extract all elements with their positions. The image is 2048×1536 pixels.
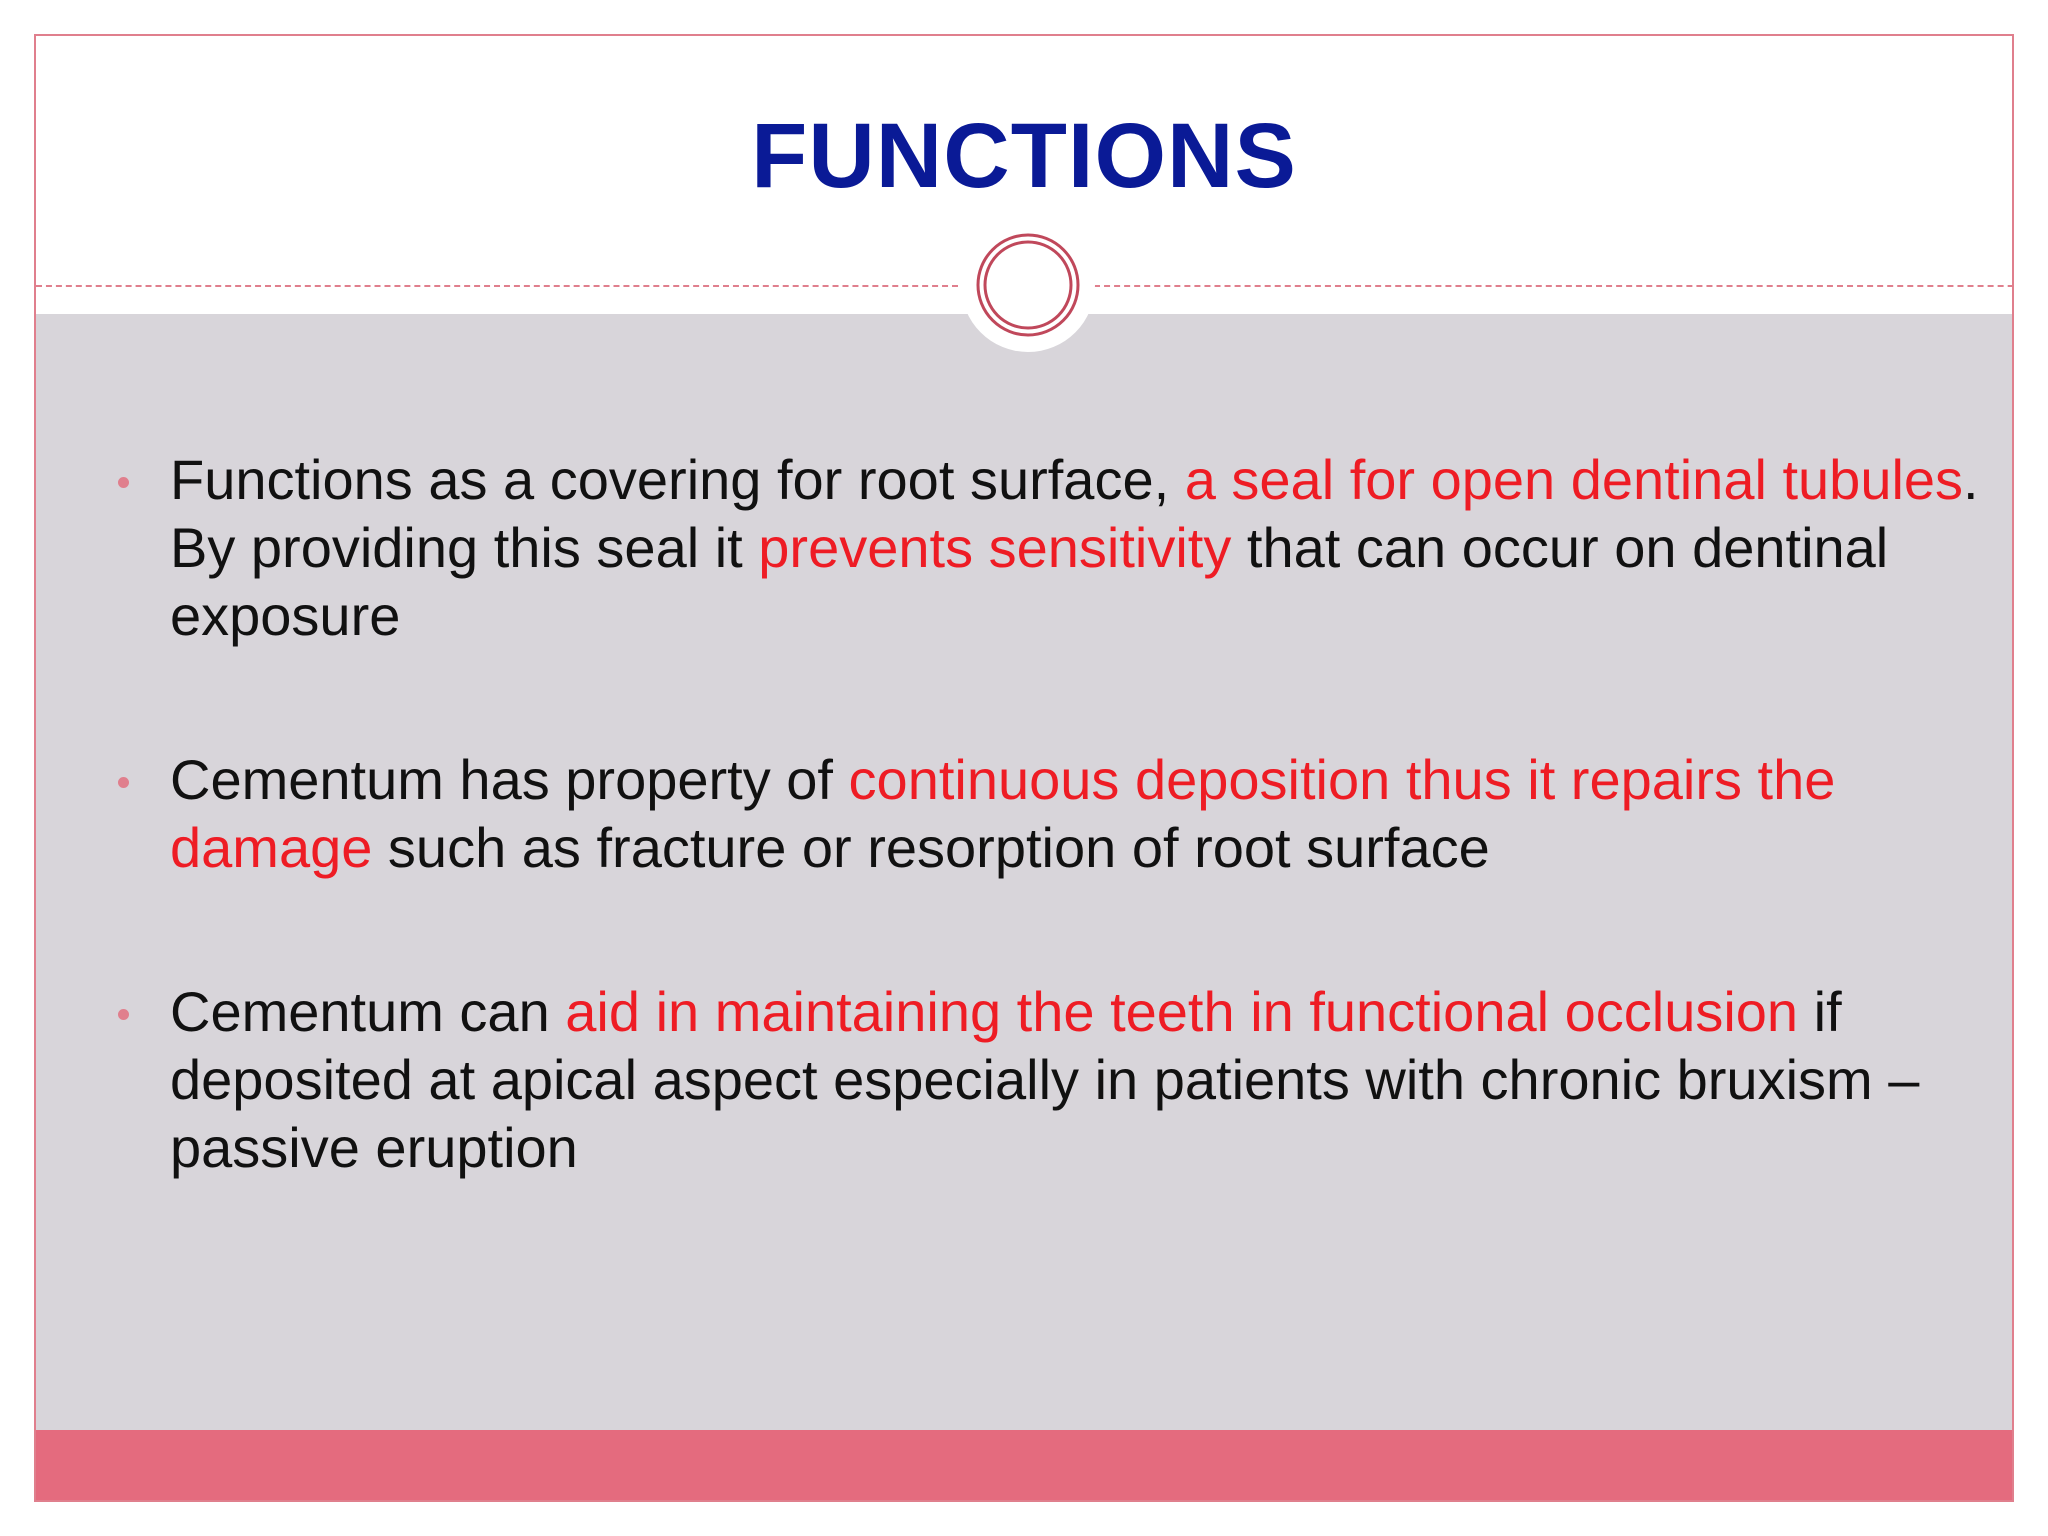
slide-title: FUNCTIONS: [751, 105, 1297, 207]
bullet-3-text-b: if deposited at apical aspect especially in patients with chronic bruxism – passive eruption: [170, 980, 1920, 1179]
bullet-1-highlight-b: prevents sensitivity: [758, 516, 1232, 579]
bullet-dot-icon: [118, 1009, 129, 1020]
bullet-text-1: [170, 446, 2000, 650]
ornament-svg: [961, 218, 1095, 352]
bullet-1-text-b: . By providing this seal it: [170, 448, 1979, 579]
dashed-divider-right: [1094, 285, 2014, 287]
footer-band: [36, 1430, 2012, 1500]
bullet-dot-icon: [118, 477, 129, 488]
bullet-1-text-a: Functions as a covering for root surface,: [170, 448, 1185, 511]
bullet-text-2: [170, 746, 2000, 882]
bullet-2-text-a: Cementum has property of: [170, 748, 849, 811]
bullet-2-highlight-a: continuous deposition thus it repairs the damage: [170, 748, 1836, 879]
bullet-1-text-c: that can occur on dentinal exposure: [170, 516, 1889, 647]
double-ring-circle-icon: [961, 218, 1095, 352]
slide-frame: [34, 34, 2014, 1502]
bullet-2-text-b: such as fracture or resorption of root surface: [372, 816, 1490, 879]
dashed-divider-left: [36, 285, 958, 287]
bullet-3-text-a: Cementum can: [170, 980, 566, 1043]
bullet-dot-icon: [118, 777, 129, 788]
bullet-3-highlight-a: aid in maintaining the teeth in functional occlusion: [565, 980, 1799, 1043]
bullet-text-3: [170, 978, 2000, 1182]
bullet-1-highlight-a: a seal for open dentinal tubules: [1184, 448, 1964, 511]
